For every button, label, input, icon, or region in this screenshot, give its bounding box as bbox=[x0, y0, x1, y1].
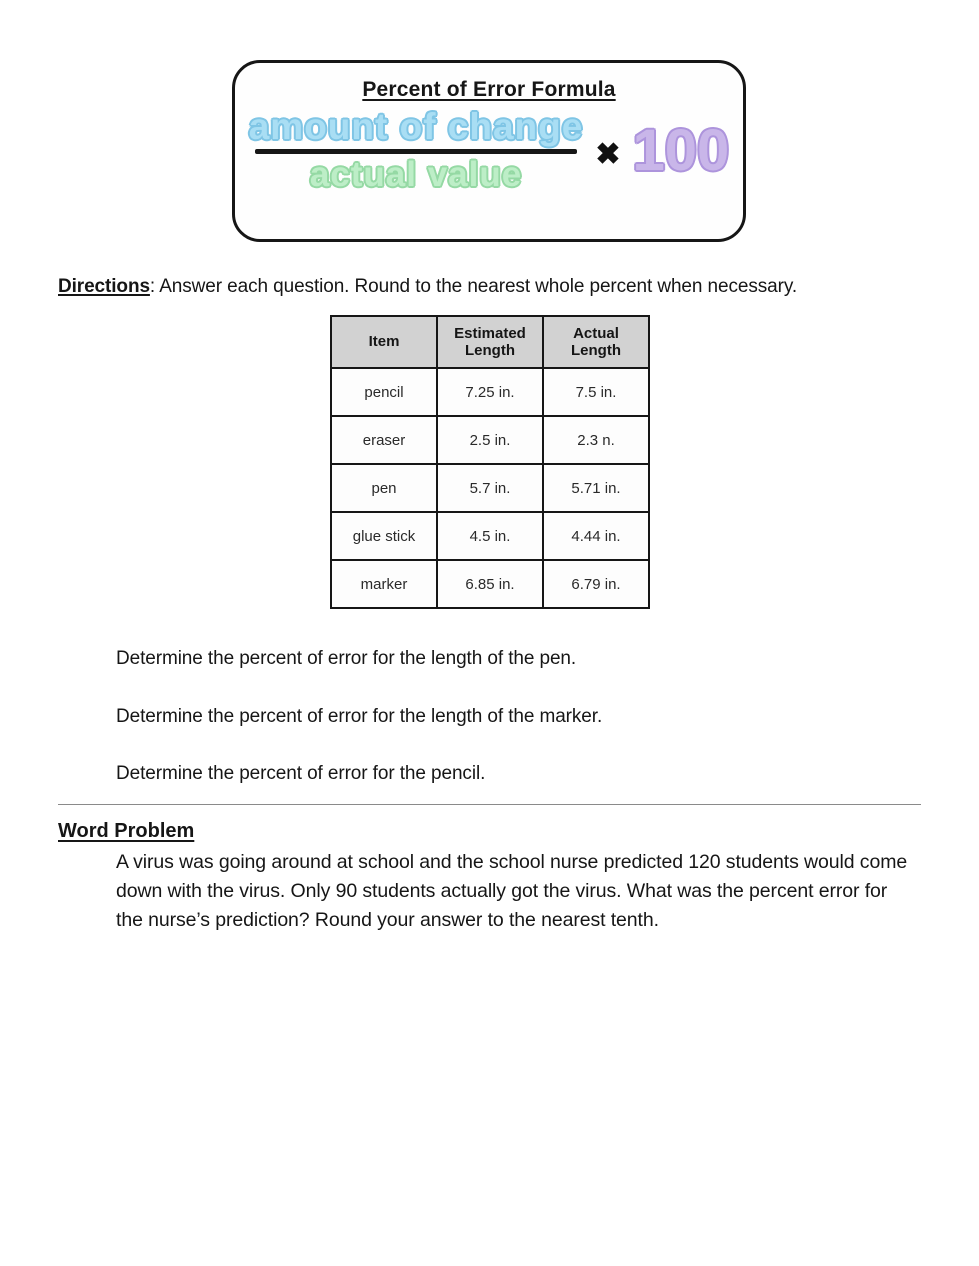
cell-estimated: 5.7 in. bbox=[437, 464, 543, 512]
table-row bbox=[331, 512, 649, 560]
measurement-table-body bbox=[331, 368, 649, 608]
measurement-table bbox=[330, 315, 650, 609]
cell-actual: 5.71 in. bbox=[543, 464, 649, 512]
cell-estimated: 6.85 in. bbox=[437, 560, 543, 608]
multiply-icon: ✖ bbox=[595, 137, 621, 171]
cell-actual: 4.44 in. bbox=[543, 512, 649, 560]
word-problem-heading: Word Problem bbox=[58, 820, 195, 842]
measurement-table-header bbox=[331, 316, 649, 368]
table-row bbox=[331, 560, 649, 608]
cell-actual: 2.3 n. bbox=[543, 416, 649, 464]
section-divider bbox=[58, 804, 921, 805]
directions-line bbox=[58, 276, 938, 298]
cell-estimated: 4.5 in. bbox=[437, 512, 543, 560]
percent-error-formula-box bbox=[232, 60, 746, 242]
col-header-item: Item bbox=[331, 316, 437, 368]
cell-item: pen bbox=[331, 464, 437, 512]
col-header-estimated-length: Estimated Length bbox=[437, 316, 543, 368]
formula-expression bbox=[235, 108, 743, 192]
question-marker: Determine the percent of error for the length of the marker. bbox=[116, 706, 603, 727]
word-problem-text: A virus was going around at school and the school nurse predicted 120 students would come down with the virus. Only 90 students actually got the virus. What was the percent error for the nurse’s prediction? Round your answer to the nearest tenth. bbox=[116, 851, 908, 931]
formula-title: Percent of Error Formula bbox=[362, 78, 616, 101]
cell-item: glue stick bbox=[331, 512, 437, 560]
multiplier-100: 100 bbox=[632, 118, 730, 183]
fraction-denominator: actual value bbox=[309, 155, 523, 194]
fraction-bar bbox=[255, 149, 577, 154]
question-pencil: Determine the percent of error for the pencil. bbox=[116, 763, 486, 784]
cell-item: eraser bbox=[331, 416, 437, 464]
question-pen: Determine the percent of error for the length of the pen. bbox=[116, 648, 577, 669]
table-row bbox=[331, 416, 649, 464]
cell-estimated: 7.25 in. bbox=[437, 368, 543, 416]
cell-item: marker bbox=[331, 560, 437, 608]
cell-actual: 6.79 in. bbox=[543, 560, 649, 608]
cell-actual: 7.5 in. bbox=[543, 368, 649, 416]
table-row bbox=[331, 464, 649, 512]
fraction-numerator: amount of change bbox=[248, 106, 584, 147]
directions-label: Directions bbox=[58, 276, 150, 297]
table-header-row bbox=[331, 316, 649, 368]
formula-fraction bbox=[249, 108, 584, 192]
table-row bbox=[331, 368, 649, 416]
cell-item: pencil bbox=[331, 368, 437, 416]
col-header-actual-length: Actual Length bbox=[543, 316, 649, 368]
cell-estimated: 2.5 in. bbox=[437, 416, 543, 464]
directions-text: : Answer each question. Round to the nearest whole percent when necessary. bbox=[149, 276, 798, 297]
